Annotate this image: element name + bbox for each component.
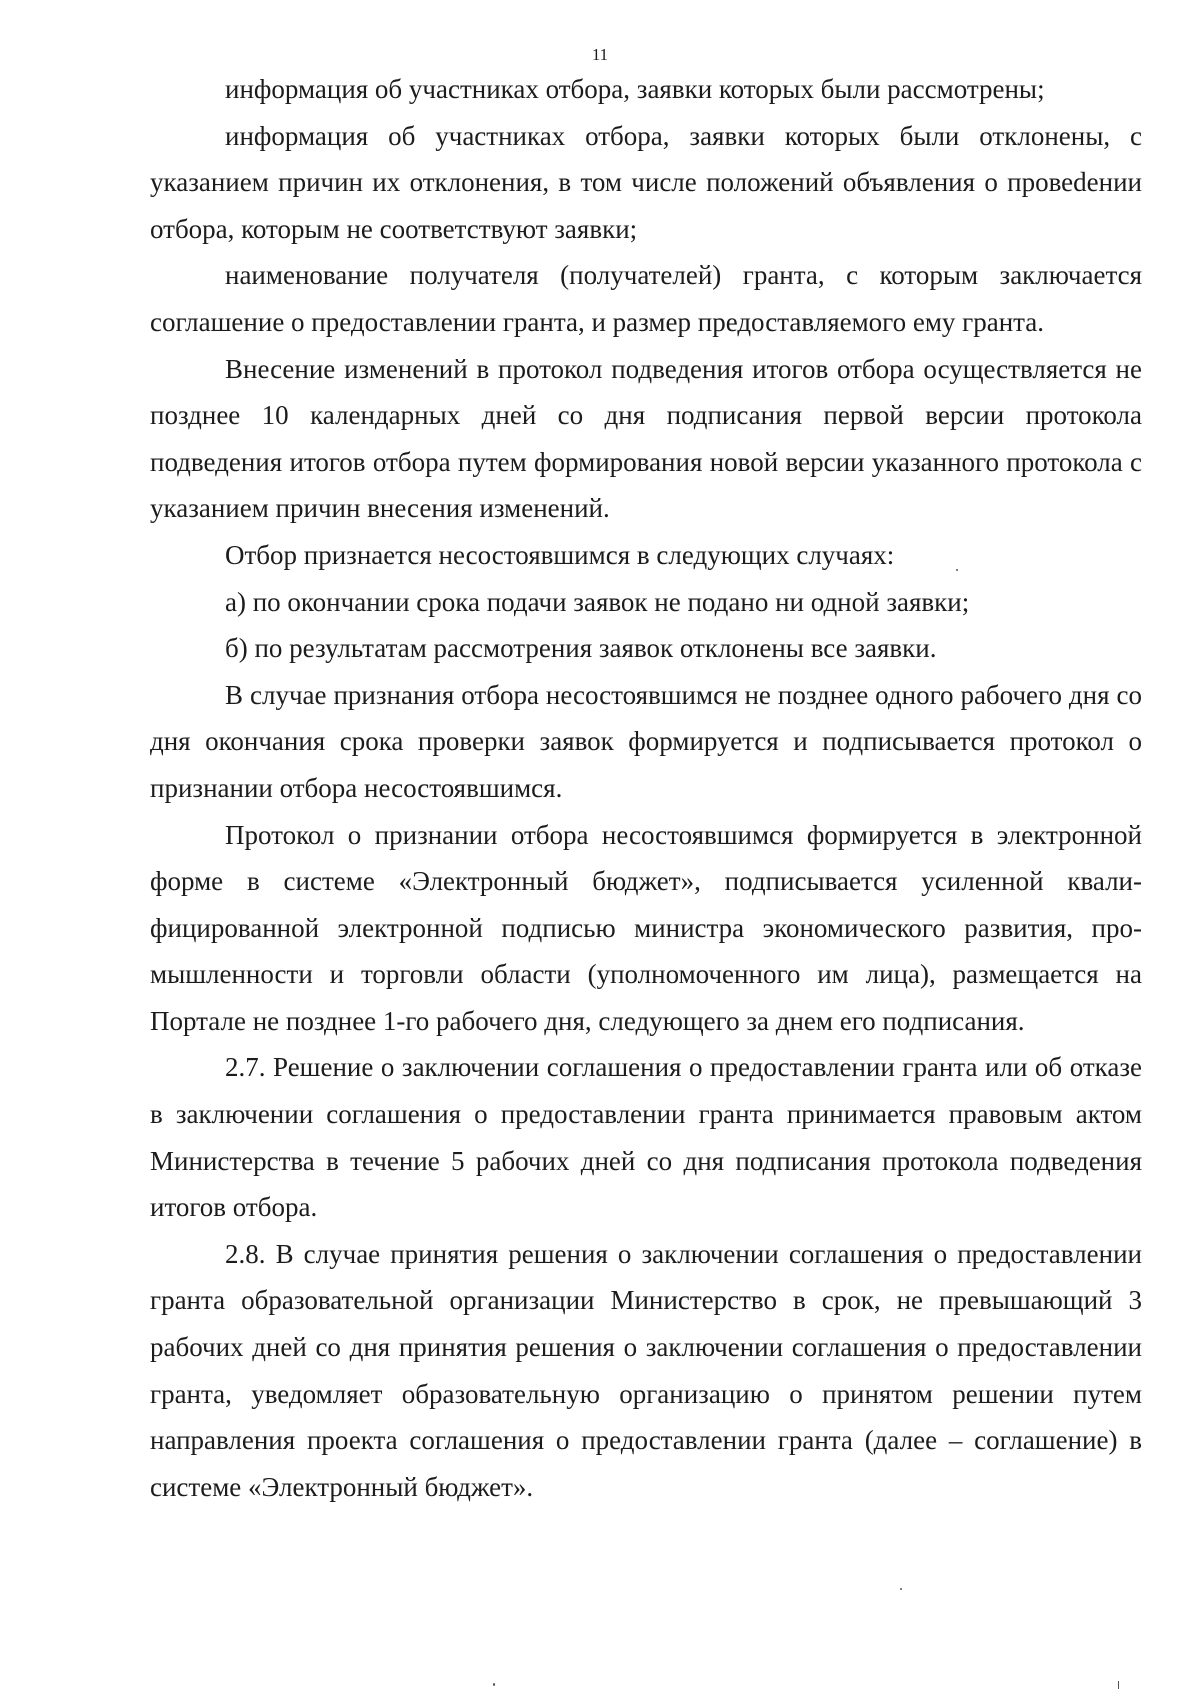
scan-speck: [493, 1683, 495, 1686]
scan-speck: [1118, 1681, 1119, 1689]
paragraph-section-2-7: 2.7. Решение о заключении соглашения о предоставлении гранта или об отказе в заключении соглашения о предоставлении гранта принимается правовым актом Министерства в течение 5 рабочих дней со дня подписания протокола подведения итогов отбора.: [150, 1052, 1142, 1223]
paragraph-rejected-participants: информация об участниках отбора, заявки которых были отклонены, с указанием причин их отклонения, в том числе положений объявления о провеdении отбора, которым не соответствуют заявки;: [150, 120, 1142, 244]
paragraph-grant-recipient: наименование получателя (получателей) гранта, с которым заключается соглашение о предоставлении гранта, и размер предоставляемого ему гранта.: [150, 260, 1142, 337]
paragraph-case-b: б) по результатам рассмотрения заявок отклонены все заявки.: [225, 633, 937, 664]
paragraph-failed-protocol-electronic: Протокол о признании отбора несостоявшимся формируется в электронной форме в системе «Электронный бюджет», подписывается усиленной квалифицированной электронной подписью министра экономического развития, промышленности и торговли области (уполномоченного им лица), размещается на Портале не позднее 1-го рабочего дня, следующего за днем его подписания.: [150, 819, 1142, 1036]
scan-speck: [956, 569, 958, 571]
paragraph-selection-failed-cases: Отбор признается несостоявшимся в следующих случаях:: [225, 539, 895, 570]
document-body: [150, 66, 1142, 1510]
paragraph-considered-participants: информация об участниках отбора, заявки которых были рассмотрены;: [225, 74, 1045, 104]
paragraph-section-2-8: 2.8. В случае принятия решения о заключении соглашения о предоставлении гранта образовательной организации Министерство в срок, не превышающий 3 рабочих дней со дня принятия решения о заключении соглашения о предоставлении гранта, уведомляет образовательную организацию о принятом решении путем направления проекта соглашения о предоставлении гранта (далее – соглашение) в системе «Электронный бюджет».: [150, 1238, 1142, 1502]
paragraph-failed-protocol-signing: В случае признания отбора несостоявшимся не позднее одного рабочего дня со дня окончания срока проверки заявок формируется и подписывается протокол о признании отбора несостоявшимся.: [150, 679, 1142, 803]
paragraph-protocol-changes: Внесение изменений в протокол подведения итогов отбора осуществляется не позднее 10 календарных дней со дня подписания первой версии протокола подведения итогов отбора путем формирования новой версии указанного протокола с указанием причин внесения изменений.: [150, 353, 1142, 524]
paragraph-case-a: а) по окончании срока подачи заявок не подано ни одной заявки;: [225, 586, 970, 617]
scan-speck: [900, 1588, 902, 1590]
page-number: 11: [591, 45, 609, 64]
